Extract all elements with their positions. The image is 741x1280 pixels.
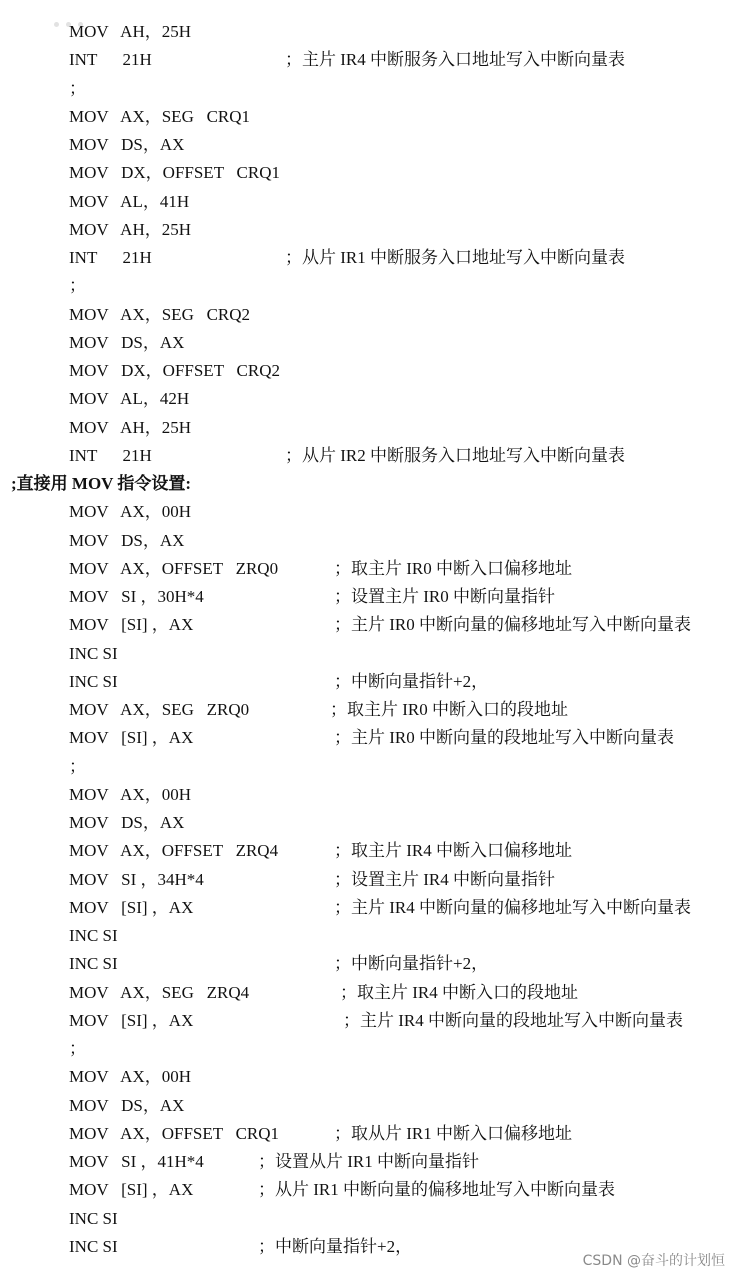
csdn-watermark: CSDN @奋斗的计划恒: [582, 1253, 725, 1269]
code-line: [0, 103, 741, 131]
code-line: [0, 668, 741, 696]
instruction: INC SI: [69, 954, 118, 974]
code-line: [0, 753, 741, 781]
code-line: [0, 724, 741, 752]
instruction: MOV DX，OFFSET CRQ2: [69, 361, 280, 380]
instruction: INC SI: [69, 926, 118, 945]
code-listing: [0, 18, 741, 1261]
code-line: [0, 837, 741, 865]
instruction: MOV [SI] ，AX: [69, 1180, 194, 1200]
instruction: MOV AX，OFFSET ZRQ0: [69, 558, 279, 578]
code-line: [0, 696, 741, 724]
instruction: MOV AX，OFFSET CRQ1: [69, 1123, 280, 1143]
section-heading-line: [0, 470, 741, 498]
instruction: MOV AX，00H: [69, 1067, 192, 1087]
instruction: MOV AH，25H: [69, 22, 192, 41]
instruction: INT 21H: [69, 248, 152, 267]
comment: ；取主片 IR4 中断入口偏移地址: [334, 841, 572, 861]
instruction: ；: [69, 1039, 86, 1058]
instruction: INT 21H: [69, 50, 152, 70]
instruction: MOV AL，41H: [69, 191, 190, 211]
code-line: [0, 46, 741, 74]
comment: ；中断向量指针+2，: [334, 954, 489, 974]
code-line: [0, 950, 741, 978]
code-line: [0, 272, 741, 300]
comment: ；中断向量指针+2，: [258, 1236, 413, 1256]
instruction: MOV AX，SEG CRQ1: [69, 106, 251, 126]
code-line: [0, 1035, 741, 1063]
instruction: MOV DX，OFFSET CRQ1: [69, 163, 280, 183]
code-line: [0, 640, 741, 668]
instruction: MOV SI ，41H*4: [69, 1152, 204, 1171]
code-line: [0, 385, 741, 413]
comment: ；主片 IR0 中断向量的偏移地址写入中断向量表: [334, 615, 691, 635]
instruction: MOV AX，00H: [69, 784, 192, 804]
instruction: MOV DS，AX: [69, 135, 185, 154]
comment: ；设置主片 IR4 中断向量指针: [334, 869, 555, 889]
comment: ；主片 IR4 中断向量的偏移地址写入中断向量表: [334, 897, 691, 917]
instruction: MOV SI ，30H*4: [69, 587, 204, 606]
instruction: INC SI: [69, 1208, 118, 1228]
instruction: INC SI: [69, 671, 118, 691]
comment: ；主片 IR4 中断服务入口地址写入中断向量表: [285, 50, 625, 70]
instruction: MOV AH，25H: [69, 417, 192, 437]
instruction: MOV SI ，34H*4: [69, 869, 204, 889]
comment: ；主片 IR0 中断向量的段地址写入中断向量表: [334, 728, 674, 748]
instruction: MOV AX，SEG CRQ2: [69, 304, 251, 324]
code-line: [0, 979, 741, 1007]
instruction: MOV DS，AX: [69, 530, 185, 550]
code-line: [0, 18, 741, 46]
code-line: [0, 527, 741, 555]
code-line: [0, 1092, 741, 1120]
instruction: MOV [SI] ，AX: [69, 897, 194, 917]
code-line: [0, 159, 741, 187]
instruction: INC SI: [69, 1236, 118, 1256]
code-line: [0, 414, 741, 442]
comment: ；中断向量指针+2，: [334, 671, 489, 691]
instruction: MOV [SI] ，AX: [69, 728, 194, 748]
code-line: [0, 555, 741, 583]
comment: ；取主片 IR0 中断入口偏移地址: [334, 558, 572, 578]
instruction: MOV AX，00H: [69, 502, 192, 522]
code-line: [0, 329, 741, 357]
instruction: ；: [69, 276, 86, 296]
code-line: [0, 1007, 741, 1035]
instruction: MOV DS，AX: [69, 813, 185, 832]
code-line: [0, 922, 741, 950]
code-line: [0, 866, 741, 894]
instruction: MOV AX，OFFSET ZRQ4: [69, 841, 279, 861]
instruction: ；: [69, 78, 86, 98]
instruction: ；: [69, 756, 86, 776]
code-line: [0, 131, 741, 159]
code-line: [0, 583, 741, 611]
code-line: [0, 809, 741, 837]
instruction: INT 21H: [69, 445, 152, 465]
comment: ；从片 IR1 中断向量的偏移地址写入中断向量表: [258, 1180, 615, 1200]
code-line: [0, 1148, 741, 1176]
code-line: [0, 244, 741, 272]
code-line: [0, 894, 741, 922]
code-line: [0, 1120, 741, 1148]
comment: ；取主片 IR4 中断入口的段地址: [340, 982, 578, 1002]
instruction: MOV DS，AX: [69, 332, 185, 352]
code-line: [0, 216, 741, 244]
code-line: [0, 1063, 741, 1091]
code-line: [0, 1176, 741, 1204]
code-line: [0, 357, 741, 385]
code-line: [0, 188, 741, 216]
instruction: MOV AX，SEG ZRQ4: [69, 982, 250, 1002]
comment: ；从片 IR2 中断服务入口地址写入中断向量表: [285, 445, 625, 465]
section-heading: ;直接用 MOV 指令设置:: [11, 474, 192, 493]
instruction: MOV AX，SEG ZRQ0: [69, 700, 250, 719]
code-line: [0, 75, 741, 103]
instruction: MOV DS，AX: [69, 1095, 185, 1115]
instruction: MOV AH，25H: [69, 219, 192, 239]
comment: ；取主片 IR0 中断入口的段地址: [330, 700, 568, 719]
comment: ；取从片 IR1 中断入口偏移地址: [334, 1123, 572, 1143]
comment: ；设置从片 IR1 中断向量指针: [258, 1152, 479, 1171]
code-line: [0, 1205, 741, 1233]
instruction: INC SI: [69, 643, 118, 663]
code-line: [0, 301, 741, 329]
comment: ；从片 IR1 中断服务入口地址写入中断向量表: [285, 248, 625, 267]
code-line: [0, 498, 741, 526]
code-line: [0, 611, 741, 639]
code-line: [0, 781, 741, 809]
code-line: [0, 442, 741, 470]
comment: ；主片 IR4 中断向量的段地址写入中断向量表: [343, 1010, 683, 1030]
instruction: MOV AL，42H: [69, 389, 190, 409]
instruction: MOV [SI] ，AX: [69, 615, 194, 635]
comment: ；设置主片 IR0 中断向量指针: [334, 587, 555, 606]
instruction: MOV [SI] ，AX: [69, 1010, 194, 1030]
